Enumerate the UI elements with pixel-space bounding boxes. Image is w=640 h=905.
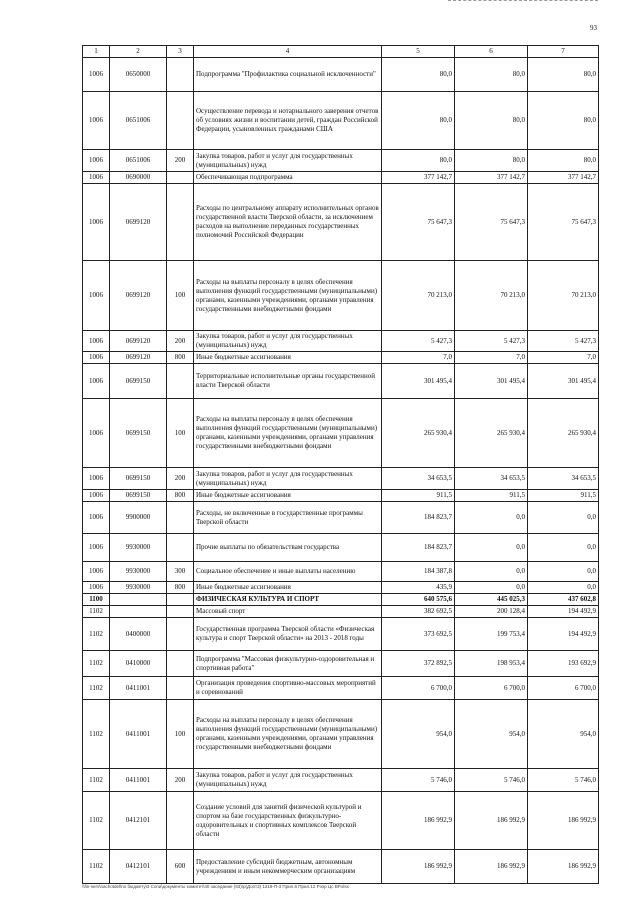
amount-col6-cell: 186 992,9 [455,850,528,884]
target-article-cell: 0699120 [110,331,167,352]
section-code-cell: 1006 [83,364,110,399]
amount-col5-cell: 186 992,9 [382,792,455,850]
expense-type-cell: 200 [167,331,194,352]
table-header-row [83,46,599,58]
amount-col7-cell: 0,0 [528,534,599,562]
description-cell: Предоставление субсидий бюджетным, автономным учреждениям и иным некоммерческим организациям [194,850,382,884]
table-row [83,618,599,651]
target-article-cell: 0651006 [110,92,167,150]
target-article-cell: 0690000 [110,172,167,184]
table-row [83,582,599,594]
table-row [83,468,599,490]
section-code-cell: 1102 [83,618,110,651]
header-col-5: 5 [382,46,455,58]
top-edge-mark [448,0,598,5]
section-code-cell: 1102 [83,651,110,677]
expense-type-cell: 300 [167,562,194,582]
expense-type-cell [167,618,194,651]
amount-col7-cell: 194 492,9 [528,606,599,618]
amount-col6-cell: 5 746,0 [455,769,528,792]
amount-col6-cell: 301 495,4 [455,364,528,399]
table-row [83,150,599,172]
amount-col7-cell: 301 495,4 [528,364,599,399]
expense-type-cell: 200 [167,150,194,172]
description-cell: Подпрограмма "Профилактика социальной исключенности" [194,58,382,92]
target-article-cell: 0699120 [110,184,167,261]
expense-type-cell [167,534,194,562]
amount-col6-cell: 34 653,5 [455,468,528,490]
table-row [83,562,599,582]
section-code-cell: 1006 [83,490,110,502]
section-code-cell: 1006 [83,468,110,490]
section-code-cell: 1006 [83,331,110,352]
table-row [83,850,599,884]
description-cell: Расходы по центральному аппарату исполнительных органов государственной власти Тверской области, за исключением расходов на выполнение переданных государственных полномочий Российской Федерации [194,184,382,261]
amount-col7-cell: 911,5 [528,490,599,502]
expense-type-cell [167,58,194,92]
target-article-cell: 0699150 [110,364,167,399]
amount-col7-cell: 80,0 [528,150,599,172]
table-row [83,606,599,618]
section-code-cell: 1006 [83,534,110,562]
amount-col5-cell: 80,0 [382,58,455,92]
section-code-cell: 1006 [83,172,110,184]
table-row [83,651,599,677]
amount-col6-cell: 80,0 [455,92,528,150]
amount-col6-cell: 0,0 [455,502,528,534]
target-article-cell: 0411001 [110,700,167,769]
amount-col5-cell: 382 692,5 [382,606,455,618]
section-code-cell: 1100 [83,594,110,606]
expense-type-cell [167,92,194,150]
description-cell: Иные бюджетные ассигнования [194,490,382,502]
target-article-cell: 0650000 [110,58,167,92]
table-row [83,331,599,352]
expense-type-cell: 800 [167,582,194,594]
description-cell: Массовый спорт [194,606,382,618]
page-number: 93 [590,24,597,32]
amount-col5-cell: 6 700,0 [382,677,455,700]
table-row [83,261,599,331]
table-row [83,58,599,92]
target-article-cell: 9930000 [110,582,167,594]
amount-col5-cell: 911,5 [382,490,455,502]
amount-col7-cell: 80,0 [528,58,599,92]
expense-type-cell [167,184,194,261]
target-article-cell: 0400000 [110,618,167,651]
amount-col7-cell: 186 992,9 [528,792,599,850]
expense-type-cell: 600 [167,850,194,884]
expense-type-cell: 100 [167,700,194,769]
target-article-cell: 9930000 [110,534,167,562]
table-row [83,769,599,792]
amount-col5-cell: 184 387,8 [382,562,455,582]
amount-col5-cell: 954,0 [382,700,455,769]
section-code-cell: 1102 [83,677,110,700]
section-code-cell: 1102 [83,606,110,618]
amount-col6-cell: 80,0 [455,58,528,92]
description-cell: Государственная программа Тверской области «Физическая культура и спорт Тверской области» на 2013 - 2018 годы [194,618,382,651]
description-cell: Социальное обеспечение и иные выплаты населению [194,562,382,582]
header-col-6: 6 [455,46,528,58]
amount-col5-cell: 186 992,9 [382,850,455,884]
section-code-cell: 1102 [83,792,110,850]
section-code-cell: 1006 [83,562,110,582]
amount-col7-cell: 70 213,0 [528,261,599,331]
description-cell: Расходы, не включенные в государственные программы Тверской области [194,502,382,534]
amount-col6-cell: 7,0 [455,352,528,364]
header-col-2: 2 [110,46,167,58]
table-row [83,490,599,502]
table-row [83,502,599,534]
target-article-cell: 0651006 [110,150,167,172]
amount-col7-cell: 0,0 [528,562,599,582]
target-article-cell: 0699120 [110,261,167,331]
amount-col5-cell: 372 892,5 [382,651,455,677]
amount-col7-cell: 0,0 [528,502,599,534]
description-cell: Закупка товаров, работ и услуг для государственных (муниципальных) нужд [194,150,382,172]
amount-col6-cell: 265 930,4 [455,399,528,468]
description-cell: Закупка товаров, работ и услуг для государственных (муниципальных) нужд [194,769,382,792]
target-article-cell: 0412101 [110,850,167,884]
expense-type-cell [167,792,194,850]
table-row [83,792,599,850]
description-cell: Расходы на выплаты персоналу в целях обеспечения выполнения функций государственными (муниципальными) органами, казенными учреждениями, органами управления государственными внебюджетными фондами [194,261,382,331]
target-article-cell: 0411001 [110,677,167,700]
amount-col6-cell: 445 025,3 [455,594,528,606]
amount-col6-cell: 377 142,7 [455,172,528,184]
expense-type-cell [167,364,194,399]
amount-col5-cell: 80,0 [382,92,455,150]
expense-type-cell: 800 [167,490,194,502]
description-cell: Подпрограмма "Массовая физкультурно-оздоровительная и спортивная работа" [194,651,382,677]
target-article-cell [110,594,167,606]
section-code-cell: 1102 [83,700,110,769]
amount-col5-cell: 301 495,4 [382,364,455,399]
section-code-cell: 1102 [83,769,110,792]
section-code-cell: 1006 [83,352,110,364]
target-article-cell: 0699150 [110,490,167,502]
target-article-cell: 0411001 [110,769,167,792]
amount-col5-cell: 435,9 [382,582,455,594]
amount-col5-cell: 7,0 [382,352,455,364]
amount-col7-cell: 5 427,3 [528,331,599,352]
table-row [83,352,599,364]
expense-type-cell [167,502,194,534]
amount-col6-cell: 911,5 [455,490,528,502]
amount-col7-cell: 0,0 [528,582,599,594]
table-row [83,364,599,399]
expense-type-cell [167,594,194,606]
description-cell: Территориальные исполнительные органы государственной власти Тверской области [194,364,382,399]
description-cell: Закупка товаров, работ и услуг для государственных (муниципальных) нужд [194,331,382,352]
amount-col7-cell: 377 142,7 [528,172,599,184]
description-cell: Иные бюджетные ассигнования [194,582,382,594]
description-cell: Расходы на выплаты персоналу в целях обеспечения выполнения функций государственными (муниципальными) органами, казенными учреждениями, органами управления государственными внебюджетными фондами [194,399,382,468]
amount-col7-cell: 5 746,0 [528,769,599,792]
file-path-footer: \\fin-serv\nachotdel\по бюджету\3 Сопи\документы комитет\40 заседание (93)\р(Допт3) 1219-П-3 Прил.6 Прил.12 Рзпр Цс ВР.xlsx [82,884,349,889]
budget-table [82,45,599,884]
section-code-cell: 1006 [83,184,110,261]
expense-type-cell [167,651,194,677]
amount-col5-cell: 5 427,3 [382,331,455,352]
header-col-4: 4 [194,46,382,58]
amount-col6-cell: 954,0 [455,700,528,769]
amount-col5-cell: 373 692,5 [382,618,455,651]
table-row [83,534,599,562]
expense-type-cell: 100 [167,399,194,468]
description-cell: Создание условий для занятий физической культурой и спортом на базе государственных физкультурно-оздоровительных и спортивных комплексов Тверской области [194,792,382,850]
amount-col7-cell: 7,0 [528,352,599,364]
table-body [83,58,599,884]
amount-col6-cell: 199 753,4 [455,618,528,651]
table-row [83,594,599,606]
amount-col6-cell: 75 647,3 [455,184,528,261]
header-col-7: 7 [528,46,599,58]
amount-col5-cell: 34 653,5 [382,468,455,490]
amount-col7-cell: 186 992,9 [528,850,599,884]
table-row [83,184,599,261]
amount-col7-cell: 80,0 [528,92,599,150]
amount-col5-cell: 640 575,6 [382,594,455,606]
target-article-cell [110,606,167,618]
description-cell: Расходы на выплаты персоналу в целях обеспечения выполнения функций государственными (муниципальными) органами, казенными учреждениями, органами управления государственными внебюджетными фондами [194,700,382,769]
amount-col6-cell: 5 427,3 [455,331,528,352]
description-cell: Осуществление перевода и нотариального заверения отчетов об условиях жизни и воспитании детей, граждан Российской Федерации, усыновленных гражданами США [194,92,382,150]
amount-col6-cell: 0,0 [455,562,528,582]
amount-col7-cell: 194 492,9 [528,618,599,651]
expense-type-cell [167,606,194,618]
target-article-cell: 9930000 [110,562,167,582]
target-article-cell: 0699120 [110,352,167,364]
amount-col7-cell: 6 700,0 [528,677,599,700]
expense-type-cell [167,677,194,700]
amount-col5-cell: 75 647,3 [382,184,455,261]
amount-col7-cell: 34 653,5 [528,468,599,490]
table-row [83,700,599,769]
section-code-cell: 1006 [83,92,110,150]
amount-col7-cell: 954,0 [528,700,599,769]
expense-type-cell: 200 [167,769,194,792]
amount-col5-cell: 184 823,7 [382,534,455,562]
target-article-cell: 0412101 [110,792,167,850]
target-article-cell: 9900000 [110,502,167,534]
expense-type-cell: 100 [167,261,194,331]
section-code-cell: 1006 [83,58,110,92]
description-cell: Прочие выплаты по обязательствам государства [194,534,382,562]
amount-col6-cell: 200 128,4 [455,606,528,618]
amount-col5-cell: 70 213,0 [382,261,455,331]
expense-type-cell: 800 [167,352,194,364]
description-cell: Иные бюджетные ассигнования [194,352,382,364]
amount-col7-cell: 75 647,3 [528,184,599,261]
amount-col5-cell: 80,0 [382,150,455,172]
amount-col7-cell: 265 930,4 [528,399,599,468]
amount-col6-cell: 198 953,4 [455,651,528,677]
amount-col6-cell: 0,0 [455,534,528,562]
amount-col5-cell: 377 142,7 [382,172,455,184]
description-cell: ФИЗИЧЕСКАЯ КУЛЬТУРА И СПОРТ [194,594,382,606]
expense-type-cell: 200 [167,468,194,490]
table-row [83,677,599,700]
header-col-1: 1 [83,46,110,58]
amount-col6-cell: 80,0 [455,150,528,172]
section-code-cell: 1006 [83,582,110,594]
description-cell: Обеспечивающая подпрограмма [194,172,382,184]
amount-col7-cell: 437 602,8 [528,594,599,606]
section-code-cell: 1102 [83,850,110,884]
amount-col6-cell: 0,0 [455,582,528,594]
amount-col6-cell: 70 213,0 [455,261,528,331]
section-code-cell: 1006 [83,261,110,331]
amount-col6-cell: 6 700,0 [455,677,528,700]
table-row [83,172,599,184]
section-code-cell: 1006 [83,502,110,534]
amount-col5-cell: 265 930,4 [382,399,455,468]
description-cell: Организация проведения спортивно-массовых мероприятий и соревнований [194,677,382,700]
amount-col7-cell: 193 692,9 [528,651,599,677]
section-code-cell: 1006 [83,399,110,468]
target-article-cell: 0699150 [110,399,167,468]
section-code-cell: 1006 [83,150,110,172]
amount-col5-cell: 5 746,0 [382,769,455,792]
header-col-3: 3 [167,46,194,58]
table-row [83,399,599,468]
amount-col5-cell: 184 823,7 [382,502,455,534]
target-article-cell: 0699150 [110,468,167,490]
amount-col6-cell: 186 992,9 [455,792,528,850]
table-row [83,92,599,150]
target-article-cell: 0410000 [110,651,167,677]
expense-type-cell [167,172,194,184]
description-cell: Закупка товаров, работ и услуг для государственных (муниципальных) нужд [194,468,382,490]
